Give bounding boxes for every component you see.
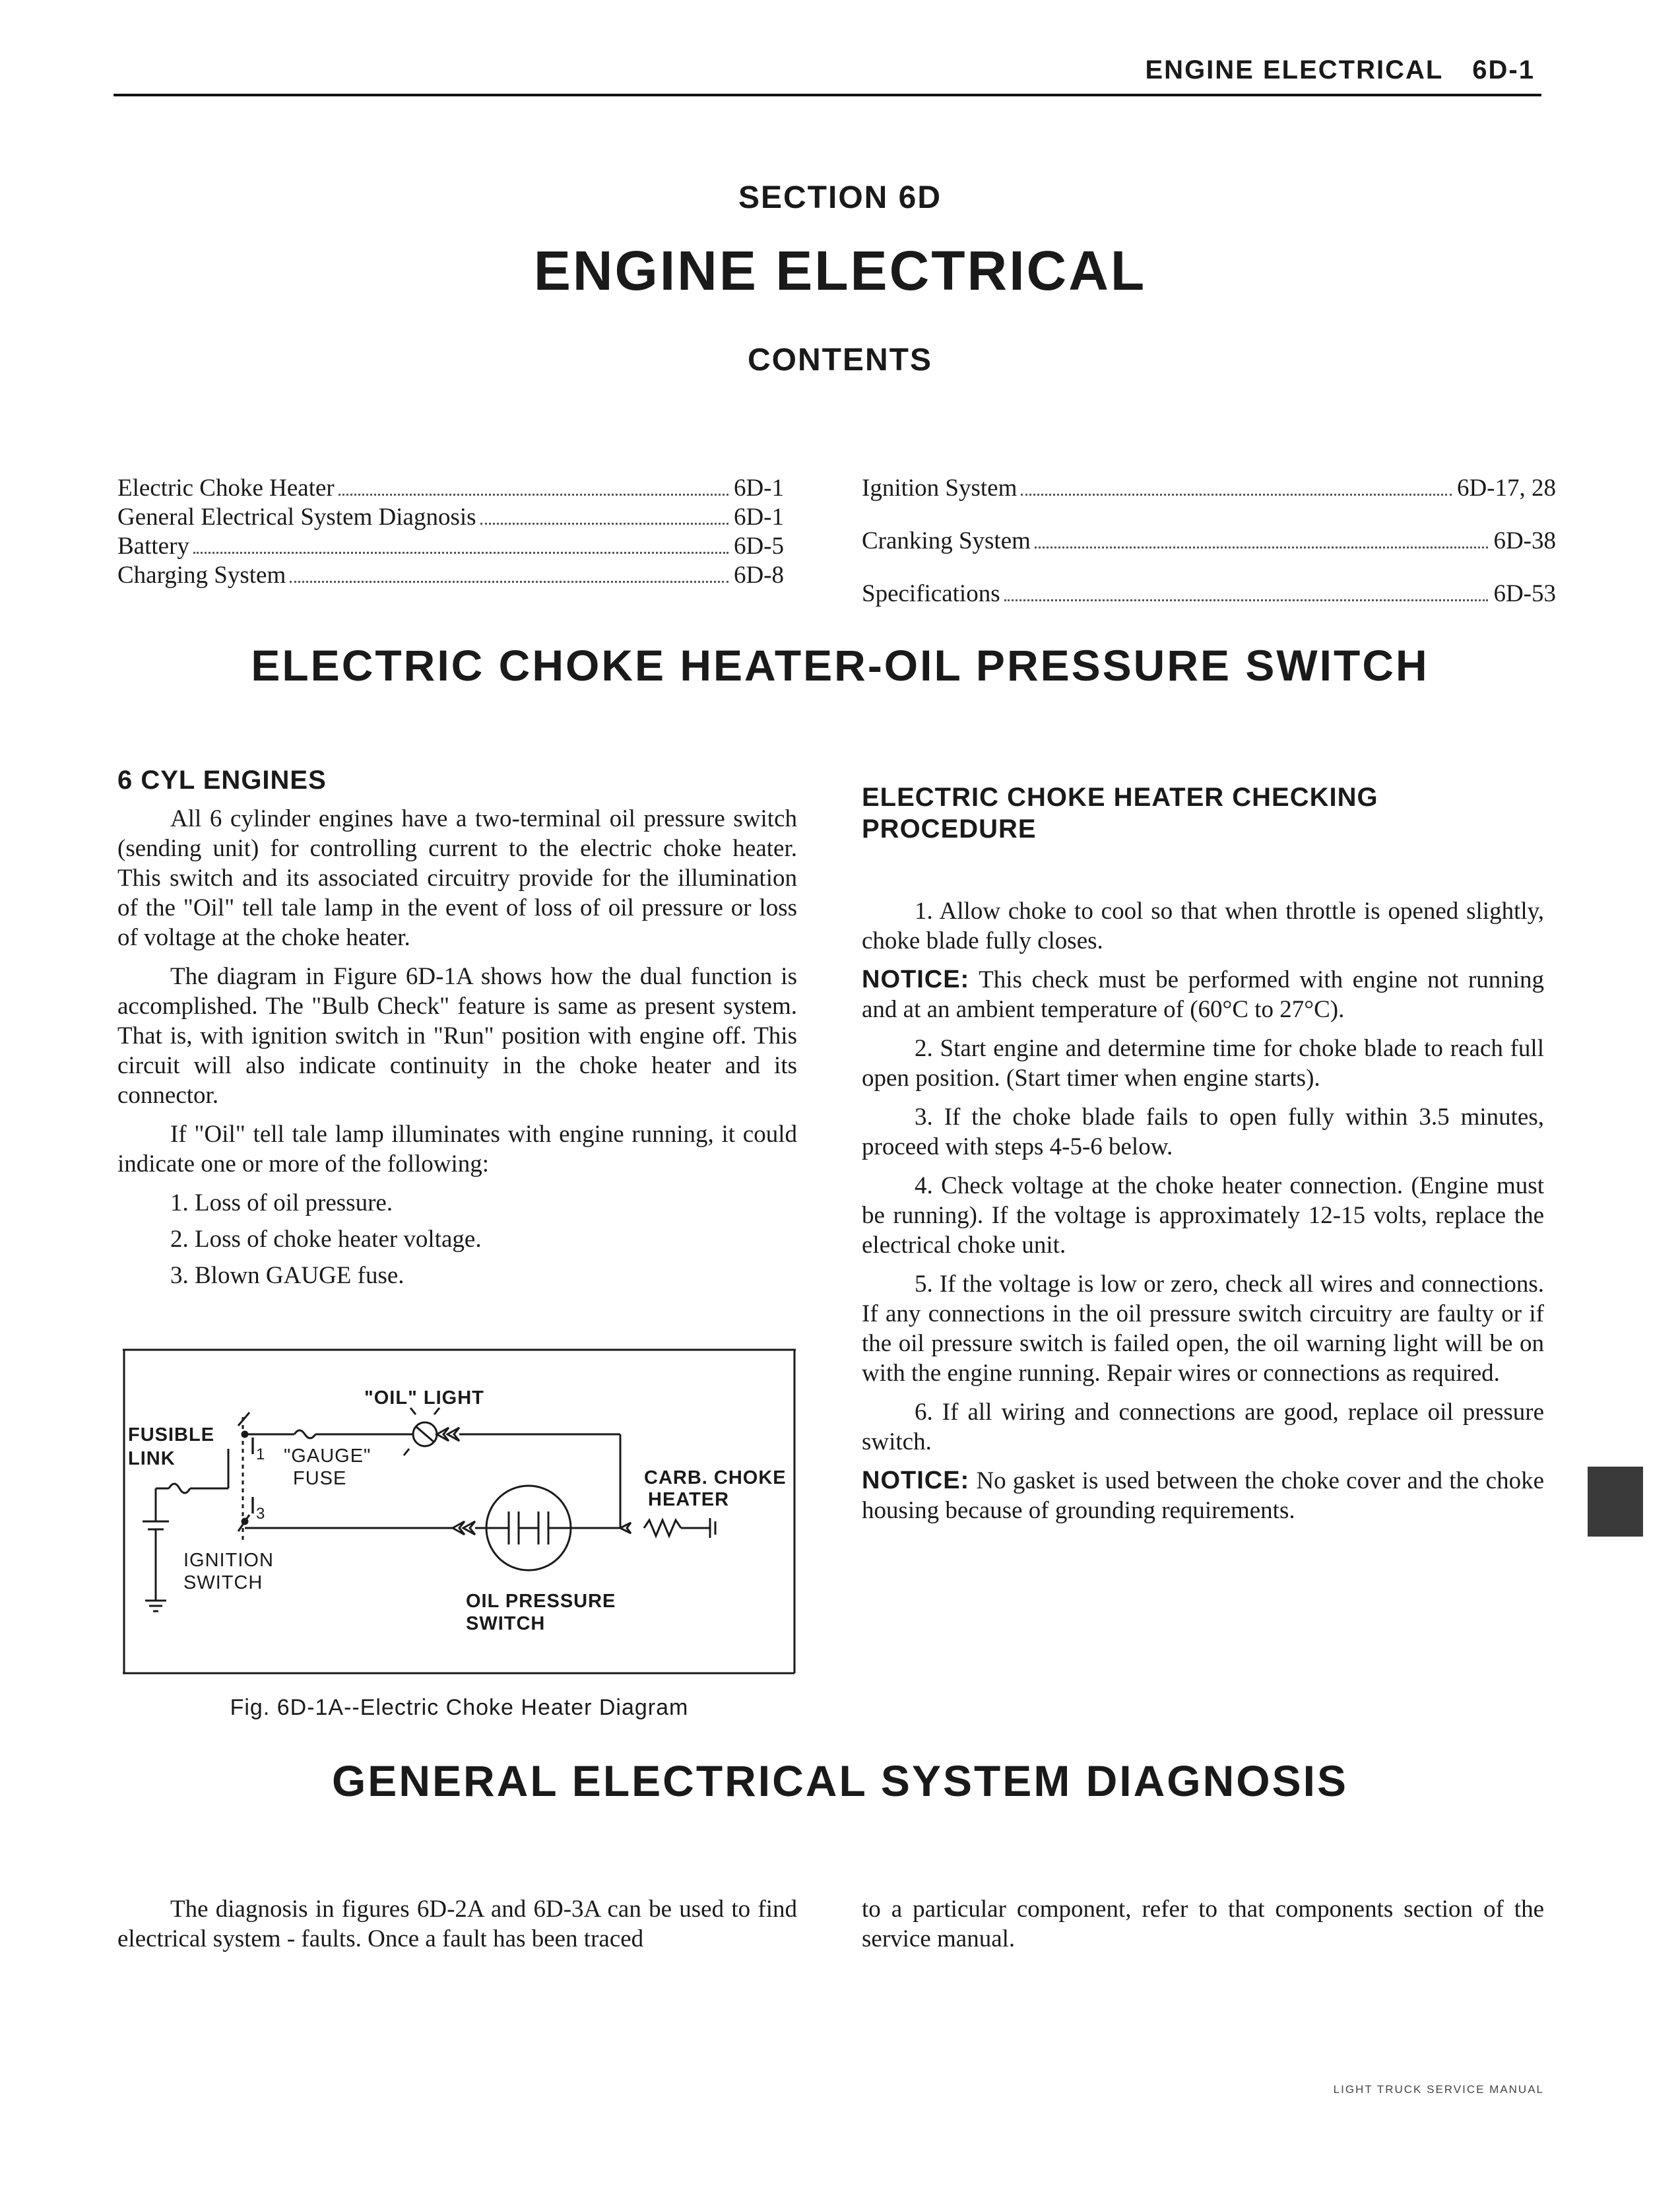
toc-entry-label: Specifications [862, 580, 1000, 607]
light-ray [410, 1408, 416, 1414]
running-header [113, 54, 1541, 96]
paragraph: If "Oil" tell tale lamp illuminates with engine running, it could indicate one or more of the following: [117, 1121, 797, 1178]
label-link: LINK [128, 1448, 176, 1469]
notice-1 [862, 965, 1544, 1024]
label-carb-choke: CARB. CHOKE [644, 1467, 787, 1488]
label-fuse: FUSE [293, 1468, 347, 1489]
step-5: 5. If the voltage is low or zero, check all wires and connections. If any connections in the oil pressure switch circuitry are faulty or if the oil pressure switch is failed open, the oil warning light will be on with the engine running. Repair wires or connections as required. [862, 1271, 1544, 1387]
step-4: 4. Check voltage at the choke heater connection. (Engine must be running). If the voltage is approximately 12-15 volts, replace the electrical choke unit. [862, 1172, 1544, 1259]
list-item: 1. Loss of oil pressure. [170, 1189, 393, 1216]
paragraph: The diagram in Figure 6D-1A shows how the dual function is accomplished. The "Bulb Check" feature is same as present system. That is, with ignition switch in "Run" position with engine off. This circuit will also indicate continuity in the choke heater and its connector. [117, 963, 797, 1109]
toc-entry-page: 6D-8 [733, 562, 784, 589]
light-ray [404, 1449, 409, 1455]
label-i1: $I_1$ [249, 1432, 265, 1463]
toc-leader [1021, 494, 1452, 496]
list-item: 2. Loss of choke heater voltage. [170, 1226, 482, 1253]
toc-entry-page: 6D-17, 28 [1456, 475, 1556, 502]
toc-entry[interactable] [862, 580, 1556, 609]
toc-leader [1004, 599, 1489, 601]
section-tab-marker [1588, 1467, 1643, 1537]
switch-contact [242, 1432, 247, 1437]
label-switch: SWITCH [183, 1572, 263, 1593]
list-item: 3. Blown GAUGE fuse. [170, 1262, 404, 1289]
toc-entry[interactable] [117, 532, 784, 561]
notice-label: NOTICE: [862, 1467, 970, 1494]
toc-entry[interactable] [862, 474, 1556, 503]
notice-2 [862, 1466, 1544, 1525]
contents-label: CONTENTS [748, 343, 932, 378]
diagnosis-heading: GENERAL ELECTRICAL SYSTEM DIAGNOSIS [331, 1756, 1349, 1805]
bulb-filament [416, 1426, 434, 1442]
header-page-number: 6D-1 [1472, 55, 1535, 84]
paragraph: All 6 cylinder engines have a two-terminal oil pressure switch (sending unit) for controlling current to the electric choke heater. This switch and its associated circuitry provide for the illumination of the "Oil" tell tale lamp in the event of loss of oil pressure or loss of voltage at the choke heater. [117, 805, 797, 951]
toc-leader [480, 523, 728, 525]
figure-caption: Fig. 6D-1A--Electric Choke Heater Diagram [230, 1695, 689, 1720]
fusible-link-symbol [169, 1484, 190, 1493]
toc-entry-page: 6D-5 [733, 533, 784, 560]
toc-entry-label: Ignition System [862, 475, 1018, 502]
toc-leader [339, 494, 728, 496]
light-ray [434, 1408, 439, 1414]
paragraph: The diagnosis in figures 6D-2A and 6D-3A can be used to find electrical system - faults. Once a fault has been traced [117, 1896, 797, 1952]
subheading-checking-procedure: ELECTRIC CHOKE HEATER CHECKING PROCEDURE [862, 783, 1378, 844]
wiring-diagram-figure [123, 1343, 796, 1686]
toc-entry-label: Charging System [117, 562, 286, 589]
switch-blade [238, 1412, 249, 1426]
toc-entry-page: 6D-53 [1493, 580, 1556, 607]
label-i3: $I_3$ [249, 1492, 265, 1523]
notice-label: NOTICE: [862, 966, 970, 993]
label-oil-pressure: OIL PRESSURE [466, 1591, 616, 1612]
footer-note: LIGHT TRUCK SERVICE MANUAL [1333, 2083, 1544, 2096]
toc-right [862, 474, 1556, 632]
bottom-right-column [862, 1894, 1544, 1963]
toc-entry[interactable] [862, 527, 1556, 556]
toc-entry-page: 6D-1 [733, 504, 784, 531]
section-title: ENGINE ELECTRICAL [533, 240, 1147, 302]
toc-entry[interactable] [117, 474, 784, 503]
label-switch-2: SWITCH [466, 1613, 546, 1634]
label-gauge: "GAUGE" [284, 1445, 372, 1467]
wiring-diagram [123, 1343, 796, 1686]
step-6: 6. If all wiring and connections are good, replace oil pressure switch. [862, 1399, 1544, 1455]
arrow-icon [463, 1521, 475, 1535]
section-label: SECTION 6D [738, 180, 942, 215]
paragraph: to a particular component, refer to that components section of the service manual. [862, 1896, 1544, 1952]
label-heater: HEATER [648, 1489, 730, 1510]
toc-leader [1035, 547, 1489, 548]
notice-text: No gasket is used between the choke cover and the choke housing because of grounding requirements. [862, 1467, 1544, 1524]
toc-entry[interactable] [117, 503, 784, 532]
notice-text: This check must be performed with engine not running and at an ambient temperature of (60°C to 27°C). [862, 966, 1544, 1023]
header-title: ENGINE ELECTRICAL [1145, 55, 1444, 84]
step-3: 3. If the choke blade fails to open fully within 3.5 minutes, proceed with steps 4-5-6 below. [862, 1104, 1544, 1160]
bottom-left-column [117, 1894, 797, 1963]
step-1: 1. Allow choke to cool so that when throttle is opened slightly, choke blade fully closes. [862, 898, 1544, 954]
toc-left [117, 474, 784, 590]
arrow-icon [620, 1523, 631, 1533]
left-column [117, 764, 797, 1297]
heater-resistor-icon [644, 1520, 681, 1536]
gauge-fuse-symbol [294, 1430, 315, 1438]
arrow-icon [447, 1428, 459, 1441]
toc-entry-label: General Electrical System Diagnosis [117, 504, 476, 531]
right-column [862, 781, 1544, 1535]
label-fusible: FUSIBLE [128, 1424, 215, 1445]
toc-entry[interactable] [117, 561, 784, 590]
toc-leader [290, 581, 728, 583]
label-ignition: IGNITION [183, 1550, 274, 1571]
toc-entry-label: Electric Choke Heater [117, 475, 335, 502]
main-heading: ELECTRIC CHOKE HEATER-OIL PRESSURE SWITCH [251, 641, 1429, 690]
step-2: 2. Start engine and determine time for choke blade to reach full open position. (Start timer when engine starts). [862, 1035, 1544, 1092]
toc-entry-page: 6D-1 [733, 475, 784, 502]
label-oil-light: "OIL" LIGHT [364, 1387, 484, 1409]
toc-leader [193, 552, 728, 554]
toc-entry-label: Cranking System [862, 527, 1031, 554]
toc-entry-label: Battery [117, 533, 189, 560]
toc-entry-page: 6D-38 [1493, 527, 1556, 554]
subheading-6-cyl-engines: 6 CYL ENGINES [117, 766, 327, 795]
